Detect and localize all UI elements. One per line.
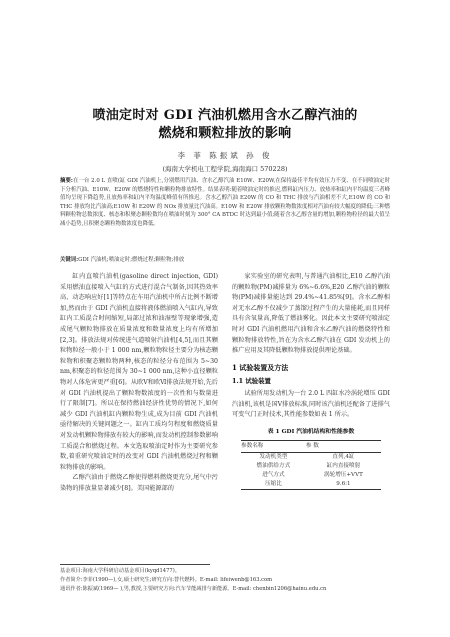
affiliation: (海南大学机电工程学院,海南海口 570228) bbox=[162, 165, 288, 173]
keywords-label: 关键词: bbox=[60, 257, 79, 263]
keywords-text: GDI 汽油机;喷油定时;燃烧过程;颗粒物;排放 bbox=[78, 257, 185, 263]
left-column bbox=[60, 272, 218, 494]
abstract-label: 摘要: bbox=[60, 178, 73, 184]
footnote-divider bbox=[60, 564, 210, 565]
footnote-funding: 基金项目:海南大学科研启动基金项目(kyqd1477)。 bbox=[60, 568, 180, 574]
abstract bbox=[60, 177, 390, 229]
table-caption: 表 1 GDI 汽油机结构和性能参数 bbox=[267, 428, 355, 435]
table-cell: 涡轮增压+VVT bbox=[324, 472, 363, 479]
footnote-corresponding-author: 通讯作者:陈振斌(1969— ),男,教授,主要研究方向:汽车节能减排与新能源。E-mail: chenbin1206@hainu.edu.cn bbox=[60, 586, 327, 592]
table-header-cell: 参数名称 bbox=[241, 441, 306, 453]
right-column bbox=[232, 272, 390, 490]
table-row bbox=[241, 462, 381, 471]
footnote-author-bio: 作者简介:李菲(1990—),女,硕士研究生;研究方向:替代燃料。E-mail: lifeiwenb@163.com bbox=[60, 577, 273, 583]
title-line-2: 燃烧和颗粒排放的影响 bbox=[158, 126, 292, 141]
section-1-1-paragraph: 试验所用发动机为一台 2.0 L 四缸水冷涡轮增压 GDI 汽油机,该机是国Ⅴ排放标准,同时该汽油机还配备了进排气可变气门正时技术,其性能参数如表 1 所示。 bbox=[232, 389, 390, 419]
table-cell: 直列,4缸 bbox=[332, 454, 355, 461]
keywords bbox=[60, 256, 390, 264]
footnotes bbox=[60, 567, 390, 594]
table-row bbox=[241, 471, 381, 480]
engine-parameters-table bbox=[241, 440, 381, 490]
table-header-cell: 参 数 bbox=[306, 441, 381, 453]
table-header-row bbox=[241, 441, 381, 453]
table-row bbox=[241, 453, 381, 463]
author-list: 李 菲 陈振斌 孙 俊 bbox=[177, 151, 273, 160]
abstract-text: 在一台 2.0 L 直喷(缸 GDI 汽油机上,分别燃用汽油、含水乙醇汽油 E10W、E20W,在保持最佳平均有效压力不变、在不同喷油定时下分析汽油、E10W、E20W 的燃烧特性和颗粒物排放特性。结果表明:随着喷油定时的推迟,燃料缸内压力、放热率和缸内平均温度三者峰值均呈现下降趋势,且放热率和缸内平均温度峰值有所推迟。含水乙醇汽油 E20W 的 CO 和 THC 排放与汽油相差不大,E10W 的 CO 和 THC 排放均比汽油高;E10W 和 E20W 的 NOx 排放量比汽油高。E10W 和 E20W 排放颗粒物数浓度相对汽油有较大幅度的降低;三种燃料颗粒物总数浓度、核态和积聚态颗粒数均在喷油时刻为 300° CA BTDC 时达到最小值;随着含水乙醇含量的增加,颗粒物粒径的最大值呈减小趋势,且积聚态颗粒物数浓度也降低。 bbox=[60, 178, 391, 227]
section-heading-1: 1 试验装置及方法 bbox=[232, 362, 289, 372]
table-cell: 9.6:1 bbox=[306, 480, 381, 490]
intro-paragraph-1: 缸内直喷汽油机(gasoline direct injection, GDI)采用燃油直接喷入气缸的方式进行混合气制备,因其热效率高、动态响应好[1]等特点在车用汽油机中所占比例不断增加,然而由于 GDI 汽油机直接将液体燃油喷入气缸内,导致缸内工质混合时间缩短,局部过浓和油湿壁等现象增强,造成尾气颗粒物排放在质量浓度和数量浓度上均有所增加[2,3]。排放法规对传统进气道喷射汽油机[4,5],而且其颗粒物粒径一般小于 1 000 nm,颗粒物粒径主要分为核态颗粒物和积聚态颗粒物两种,核态的粒径分布范围为 5~30 nm,积聚态的粒径范围为 30~1 000 nm,这种小直径颗粒物对人体危害更严重[6]。从欧Ⅴ和欧Ⅵ排放法规开始,先后对 GDI 汽油机提出了颗粒物数浓度的一次性和与数量进行了限制[7]。所以在保持燃油经济性优势的情况下,如何减少 GDI 汽油机缸内颗粒物生成,成为目前 GDI 汽油机亟待解决的关键问题之一。缸内工质均匀程度和燃烧质量对发动机颗粒物排放有较大的影响,而发动机控制参数影响工质混合和燃烧过程。本文选取喷油定时作为主要研究参数,着重研究喷油定时的改变对 GDI 汽油机燃烧过程和颗粒物排放的影响。 bbox=[60, 273, 218, 471]
table-cell: 压缩比 bbox=[241, 480, 306, 490]
intro-paragraph-2: 乙醇汽油由于燃烧乙醇使得燃料燃烧更充分,尾气中污染物的排放量显著减少[8]。美国能源部的 bbox=[60, 474, 218, 492]
intro-paragraph-3: 家实验室的研究表明,与普通汽油相比,E10 乙醇汽油的颗粒物(PM)减排量为 6%~6.6%,E20 乙醇汽油的颗粒物(PM)减排量能达到 29.4%~41.85%[9]。含水乙醇相对无水乙醇不仅减少了蒸馏过程产生的大量能耗,而且同样具有含氧量高,降低了燃油雾化。因此本文主要研究喷油定时对 GDI 汽油机燃用汽油和含水乙醇汽油的燃烧特性和颗粒物排放特性,旨在为含水乙醇汽油在 GDI 发动机上的推广应用及其降低颗粒物排放提供理论基础。 bbox=[232, 273, 390, 355]
table-cell: 发动机类型 bbox=[259, 454, 288, 461]
table-row bbox=[241, 480, 381, 490]
table-cell: 进气方式 bbox=[262, 472, 285, 479]
title-line-1: 喷油定时对 GDI 汽油机燃用含水乙醇汽油的 bbox=[92, 108, 358, 123]
table-cell: 燃油供给方式 bbox=[256, 463, 291, 470]
table-cell: 缸内直接喷射 bbox=[326, 463, 361, 470]
section-heading-1-1: 1.1 试验装置 bbox=[232, 377, 271, 386]
